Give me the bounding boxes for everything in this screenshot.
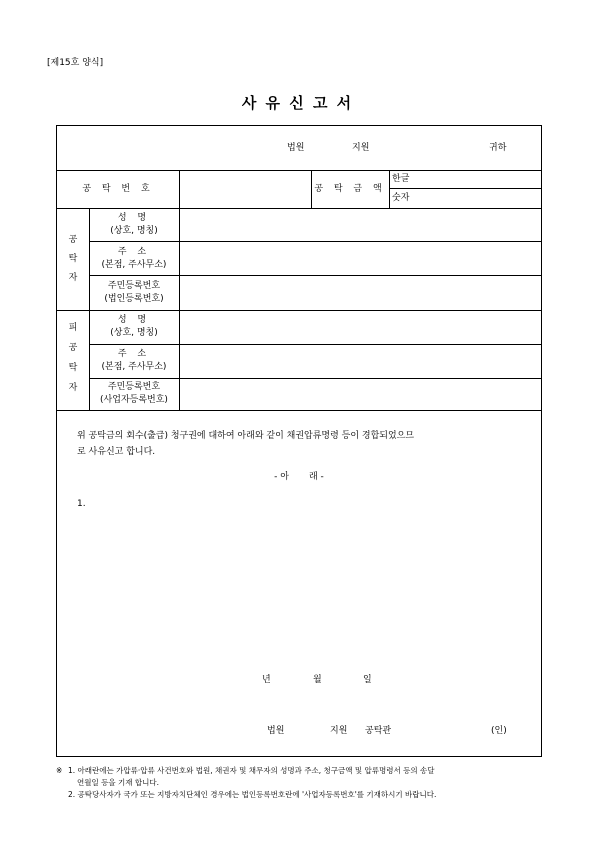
depositor-name-label: 성 명 — [117, 213, 151, 223]
row-divider — [89, 378, 541, 379]
footnote-1-line-1: 1. 아래란에는 가압류·압류 사건번호와 법원, 채권자 및 채무자의 성명과 주소, 청구금액 및 압류명령서 등의 송달 — [68, 766, 435, 775]
document-title: 사 유 신 고 서 — [241, 94, 354, 112]
footnote-1-line-2: 연월일 등을 기재 합니다. — [77, 778, 159, 787]
beneficiary-id-sub: (사업자등록번호) — [100, 395, 168, 405]
row-divider — [389, 188, 541, 189]
beneficiary-name-label: 성 명 — [117, 315, 151, 325]
beneficiary-group-label-3: 탁 — [68, 363, 78, 373]
row-divider — [89, 344, 541, 345]
depositor-address-sub: (본점, 주사무소) — [101, 260, 167, 270]
depositor-id-sub: (법인등록번호) — [104, 294, 164, 304]
row-divider — [57, 170, 541, 171]
form-number-label: [제15호 양식] — [47, 58, 104, 68]
beneficiary-id-label: 주민등록번호 — [107, 382, 161, 392]
list-item-1: 1. — [77, 499, 86, 509]
signature-seal: (인) — [491, 726, 507, 736]
statement-line-2: 로 사유신고 합니다. — [77, 447, 156, 457]
row-divider — [57, 410, 541, 411]
row-divider — [57, 208, 541, 209]
column-divider — [89, 208, 90, 410]
signature-officer: 공탁관 — [365, 726, 392, 736]
signature-court: 법원 — [267, 726, 285, 736]
depositor-group-label-1: 공 — [68, 235, 78, 245]
deposit-amount-label: 공 탁 금 액 — [314, 184, 386, 194]
column-divider — [179, 208, 180, 410]
date-day-label: 일 — [363, 675, 372, 685]
depositor-id-label: 주민등록번호 — [107, 281, 161, 291]
section-heading: - 아 래 - — [274, 472, 324, 482]
row-divider — [89, 275, 541, 276]
recipient-branch: 지원 — [352, 143, 370, 153]
depositor-name-sub: (상호, 명칭) — [110, 226, 158, 236]
footnotes — [56, 765, 556, 801]
footnote-2 — [56, 789, 556, 801]
form-frame — [56, 125, 542, 757]
deposit-amount-korean-label: 한글 — [392, 174, 410, 184]
recipient-court: 법원 — [287, 143, 305, 153]
column-divider — [389, 170, 390, 208]
row-divider — [57, 310, 541, 311]
column-divider — [179, 170, 180, 208]
recipient-addressee: 귀하 — [489, 143, 507, 153]
depositor-group-label-3: 자 — [68, 273, 78, 283]
footnote-2-text: 2. 공탁당사자가 국가 또는 지방자치단체인 경우에는 법인등록번호란에 '사업자등록번호'를 기재하시기 바랍니다. — [68, 790, 437, 799]
note-mark: ※ — [56, 766, 63, 775]
beneficiary-group-label-2: 공 — [68, 343, 78, 353]
beneficiary-address-label: 주 소 — [117, 349, 151, 359]
depositor-address-label: 주 소 — [117, 247, 151, 257]
signature-branch: 지원 — [330, 726, 348, 736]
statement-line-1: 위 공탁금의 회수(출급) 청구권에 대하여 아래와 같이 채권압류명령 등이 경합되었으므 — [77, 431, 415, 441]
footnote-1 — [56, 765, 556, 789]
deposit-amount-digits-label: 숫자 — [392, 193, 410, 203]
beneficiary-group-label-1: 피 — [68, 323, 78, 333]
beneficiary-name-sub: (상호, 명칭) — [110, 328, 158, 338]
beneficiary-group-label-4: 자 — [68, 383, 78, 393]
deposit-number-label: 공 탁 번 호 — [82, 184, 154, 194]
beneficiary-address-sub: (본점, 주사무소) — [101, 362, 167, 372]
date-month-label: 월 — [313, 675, 322, 685]
date-year-label: 년 — [262, 675, 271, 685]
row-divider — [89, 241, 541, 242]
depositor-group-label-2: 탁 — [68, 254, 78, 264]
